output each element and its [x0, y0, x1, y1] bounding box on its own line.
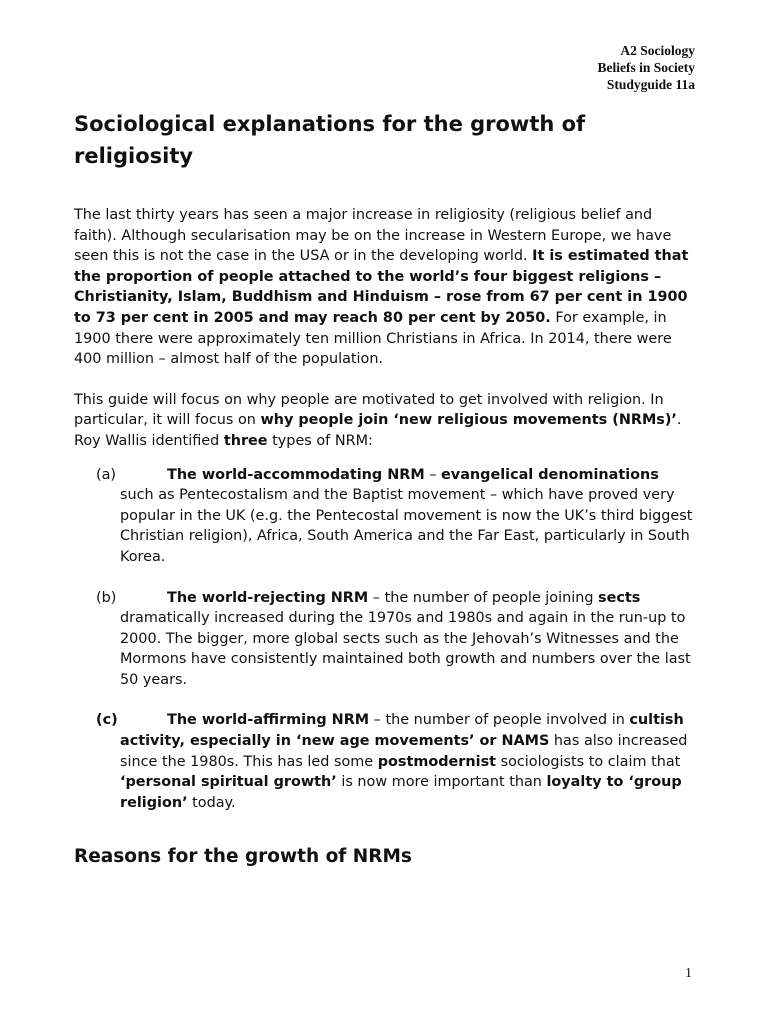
item-text: sociologists to claim that [496, 753, 681, 770]
item-bold: ‘personal spiritual growth’ [120, 774, 337, 791]
intro-bold-statistic: It is estimated that the proportion of people attached to the world’s four biggest religions – Christianity, Islam, Buddhism and Hinduism – rose from 67 per cent in 1900 to 73 per cent in 2005 and may reach 80 per cent by 2050. [74, 248, 689, 326]
focus-text-2: . Roy Wallis identified [74, 412, 682, 449]
item-heading: The world-affirming NRM [167, 712, 370, 729]
intro-paragraph [74, 205, 696, 370]
document-body [74, 108, 696, 869]
page-number: 1 [685, 966, 692, 981]
header-guide-number: Studyguide 11a [606, 77, 695, 92]
list-label: (a) [96, 466, 117, 483]
list-item-b [74, 588, 696, 691]
item-bold: cultish activity, especially in ‘new age movements’ or NAMS [120, 712, 684, 750]
item-text: has also increased since the 1980s. This has led some [120, 733, 688, 770]
header-topic: Beliefs in Society [597, 60, 695, 75]
item-text: such as Pentecostalism and the Baptist movement – which have proved very popular in the UK (e.g. the Pentecostal movement is now the UK’s third biggest Christian religion), Africa, South America and the Far East, particularly in South Korea. [120, 487, 693, 565]
item-text: dramatically increased during the 1970s and 1980s and again in the run-up to 2000. The bigger, more global sects such as the Jehovah’s Witnesses and the Mormons have consistently maintained both growth and numbers over the last 50 years. [120, 610, 691, 688]
item-bold: evangelical denominations [441, 466, 659, 483]
intro-text-2: For example, in 1900 there were approximately ten million Christians in Africa. In 2014, there were 400 million – almost half of the population. [74, 309, 672, 368]
focus-bold-three: three [223, 432, 268, 449]
intro-text-1: The last thirty years has seen a major increase in religiosity (religious belief and faith). Although secularisation may be on the increase in Western Europe, we have seen this is not the case in the USA or in the developing world. [74, 207, 672, 265]
item-bold: sects [598, 589, 641, 606]
item-heading: The world-accommodating NRM [167, 466, 425, 483]
item-text: is now more important than [336, 774, 547, 791]
header-course: A2 Sociology [620, 43, 695, 58]
focus-paragraph [74, 390, 696, 452]
item-text: – the number of people involved in [369, 712, 630, 729]
item-text: – [424, 466, 442, 483]
focus-text-1: This guide will focus on why people are motivated to get involved with religion. In particular, it will focus on [74, 391, 664, 429]
list-item-c [74, 710, 696, 813]
list-label: (c) [96, 712, 118, 729]
item-heading: The world-rejecting NRM [167, 589, 369, 606]
list-item-a [74, 465, 696, 568]
section-heading: Reasons for the growth of NRMs [74, 846, 412, 868]
item-bold: postmodernist [377, 753, 497, 770]
focus-bold-nrm: why people join ‘new religious movements (NRMs)’ [260, 412, 677, 429]
document-header [598, 42, 696, 93]
focus-text-3: types of NRM: [267, 432, 373, 449]
item-text: today. [187, 794, 236, 811]
list-label: (b) [96, 589, 117, 606]
item-text: – the number of people joining [368, 589, 599, 606]
page-title: Sociological explanations for the growth of religiosity [74, 112, 586, 168]
item-bold: loyalty to ‘group religion’ [120, 774, 682, 811]
